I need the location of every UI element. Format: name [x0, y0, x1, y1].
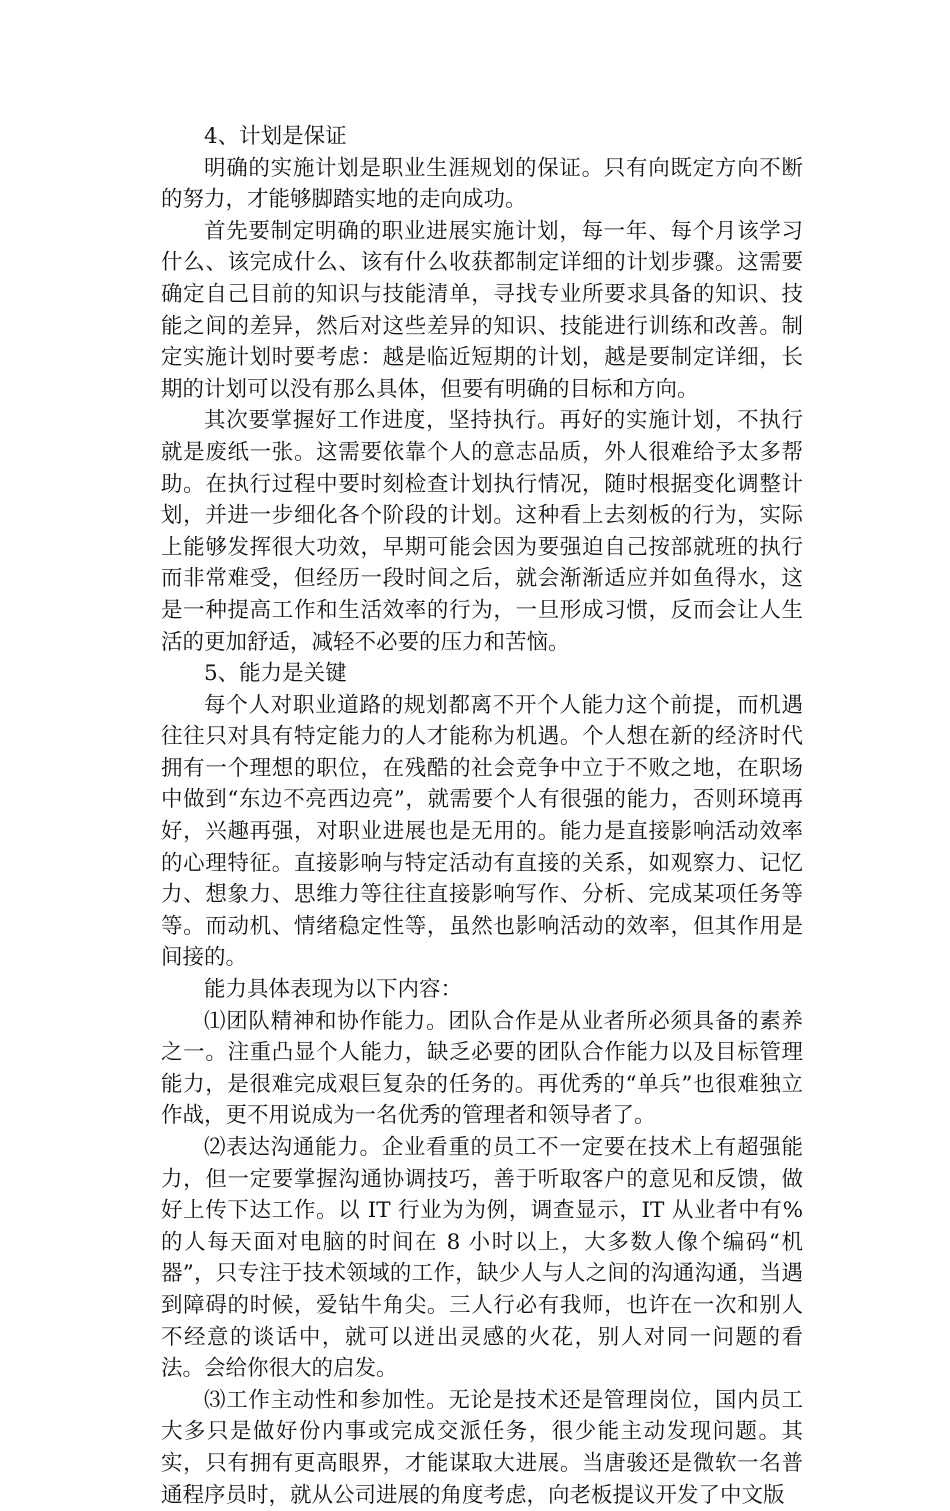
paragraph: 每个人对职业道路的规划都离不开个人能力这个前提，而机遇往往只对具有特定能力的人才能称为机遇。个人想在新的经济时代拥有一个理想的职位，在残酷的社会竞争中立于不败之地，在职场中做到“东边不亮西边亮”，就需要个人有很强的能力，否则环境再好，兴趣再强，对职业进展也是无用的。能力是直接影响活动效率的心理特征。直接影响与特定活动有直接的关系，如观察力、记忆力、想象力、思维力等往往直接影响写作、分析、完成某项任务等等。而动机、情绪稳定性等，虽然也影响活动的效率，但其作用是间接的。 [161, 692, 803, 971]
list-item: ⑶工作主动性和参加性。无论是技术还是管理岗位，国内员工大多只是做好份内事或完成交派任务，很少能主动发现问题。其实，只有拥有更高眼界，才能谋取大进展。当唐骏还是微软一名普通程序员时，就从公司进展的角度考虑，向老板提议开发了中文版 [161, 1387, 803, 1508]
list-item: ⑴团队精神和协作能力。团队合作是从业者所必须具备的素养之一。注重凸显个人能力，缺乏必要的团队合作能力以及目标管理能力，是很难完成艰巨复杂的任务的。再优秀的“单兵”也很难独立作战，更不用说成为一名优秀的管理者和领导者了。 [161, 1008, 803, 1129]
document-body [161, 121, 803, 1511]
paragraph: 首先要制定明确的职业进展实施计划，每一年、每个月该学习什么、该完成什么、该有什么收获都制定详细的计划步骤。这需要确定自己目前的知识与技能清单，寻找专业所要求具备的知识、技能之间的差异，然后对这些差异的知识、技能进行训练和改善。制定实施计划时要考虑：越是临近短期的计划，越是要制定详细，长期的计划可以没有那么具体，但要有明确的目标和方向。 [161, 218, 803, 402]
paragraph: 明确的实施计划是职业生涯规划的保证。只有向既定方向不断的努力，才能够脚踏实地的走向成功。 [161, 155, 803, 213]
section-heading-plan: 4、计划是保证 [204, 124, 347, 149]
list-item: ⑵表达沟通能力。企业看重的员工不一定要在技术上有超强能力，但一定要掌握沟通协调技巧，善于听取客户的意见和反馈，做好上传下达工作。以 IT 行业为为例，调查显示，IT 从业者中有%的人每天面对电脑的时间在 8 小时以上，大多数人像个编码“机器”，只专注于技术领域的工作，缺少人与人之间的沟通沟通，当遇到障碍的时候，爱钻牛角尖。三人行必有我师，也许在一次和别人不经意的谈话中，就可以迸出灵感的火花，别人对同一问题的看法。会给你很大的启发。 [161, 1135, 803, 1382]
section-heading-ability: 5、能力是关键 [204, 661, 347, 687]
paragraph: 其次要掌握好工作进度，坚持执行。再好的实施计划，不执行就是废纸一张。这需要依靠个人的意志品质，外人很难给予太多帮助。在执行过程中要时刻检查计划执行情况，随时根据变化调整计划，并进一步细化各个阶段的计划。这种看上去刻板的行为，实际上能够发挥很大功效，早期可能会因为要强迫自己按部就班的执行而非常难受，但经历一段时间之后，就会渐渐适应并如鱼得水，这是一种提高工作和生活效率的行为，一旦形成习惯，反而会让人生活的更加舒适，减轻不必要的压力和苦恼。 [161, 408, 803, 655]
paragraph: 能力具体表现为以下内容： [204, 977, 463, 1003]
